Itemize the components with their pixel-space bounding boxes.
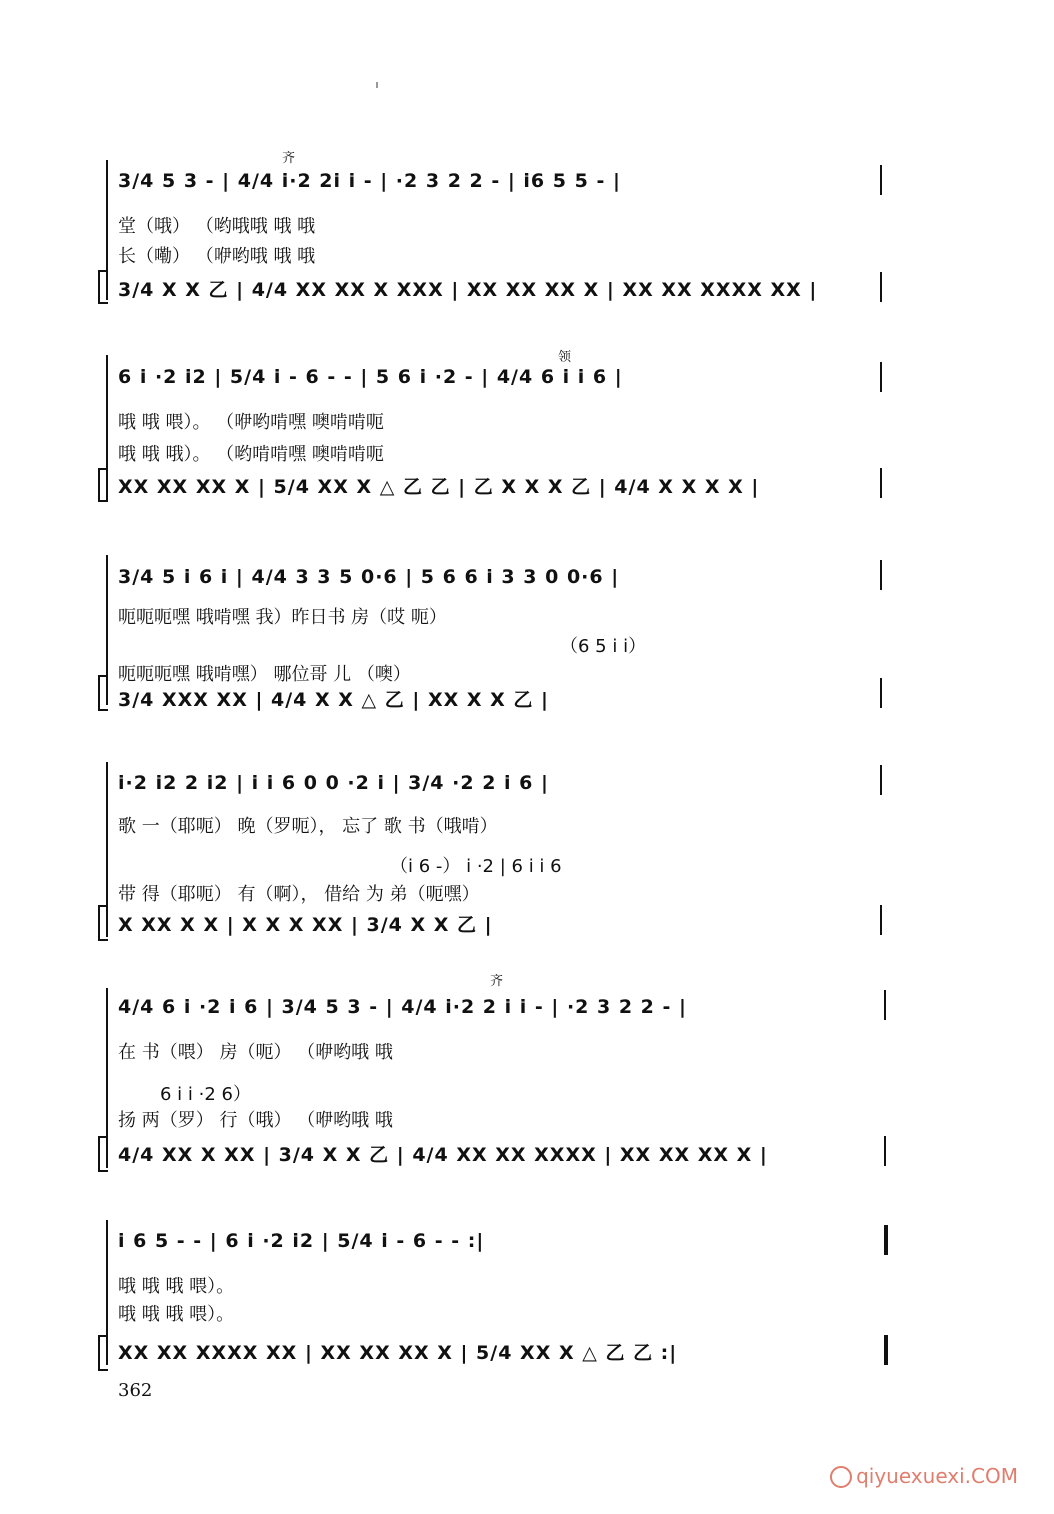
system-4-melody: i·2 i2 2 i2 | i i 6 0 0 ·2 i | 3/4 ·2 2 i 6 | <box>118 772 549 794</box>
system-3-lyric-1: 呃呃呃嘿 哦啃嘿 我）昨日书 房（哎 呃） <box>118 607 447 628</box>
system-1-bracket <box>98 270 108 304</box>
page-tick <box>376 82 378 88</box>
system-6-drum: XX XX XXXX XX | XX XX XX X | 5/4 XX X △ 乙 乙 :| <box>118 1342 678 1364</box>
system-5-drum: 4/4 XX X XX | 3/4 X X 乙 | 4/4 XX XX XXXX | XX XX XX X | <box>118 1144 768 1166</box>
system-3-melody: 3/4 5 i 6 i | 4/4 3 3 5 0·6 | 5 6 6 i 3 3 0 0·6 | <box>118 566 620 588</box>
system-6-lyric-2: 哦 哦 哦 喂）。 <box>118 1304 235 1325</box>
system-2-mark: 领 <box>558 350 572 365</box>
system-1-melody: 3/4 5 3 - | 4/4 i·2 2i i - | ·2 3 2 2 - | i6 5 5 - | <box>118 170 621 192</box>
system-2-drum: XX XX XX X | 5/4 XX X △ 乙 乙 | 乙 X X X 乙 | 4/4 X X X X | <box>118 476 760 498</box>
system-3-drum: 3/4 XXX XX | 4/4 X X △ 乙 | XX X X 乙 | <box>118 689 549 711</box>
system-3-lyric-mid: （6 5 i i） <box>560 636 647 657</box>
system-1-drum: 3/4 X X 乙 | 4/4 XX XX X XXX | XX XX XX X | XX XX XXXX XX | <box>118 279 818 301</box>
system-3-bracket <box>98 675 108 711</box>
system-2-lyric-2: 哦 哦 哦）。 （哟啃啃嘿 噢啃啃呃 <box>118 444 384 465</box>
system-2-lyric-1: 哦 哦 喂）。 （咿哟啃嘿 噢啃啃呃 <box>118 412 384 433</box>
system-5-melody: 4/4 6 i ·2 i 6 | 3/4 5 3 - | 4/4 i·2 2 i i - | ·2 3 2 2 - | <box>118 996 687 1018</box>
watermark-text: qiyuexuexi.COM <box>856 1463 1018 1488</box>
system-2-melody: 6 i ·2 i2 | 5/4 i - 6 - - | 5 6 i ·2 - | 4/4 6 i i 6 | <box>118 366 623 388</box>
system-5-lyric-1: 在 书（喂） 房（呃） （咿哟哦 哦 <box>118 1042 393 1063</box>
system-2-bracket <box>98 468 108 502</box>
watermark <box>830 1464 1018 1489</box>
system-1-mark: 齐 <box>282 151 296 166</box>
system-4-drum: X XX X X | X X X XX | 3/4 X X 乙 | <box>118 914 493 936</box>
system-6-lyric-1: 哦 哦 哦 喂）。 <box>118 1276 235 1297</box>
page-number: 362 <box>118 1380 153 1401</box>
system-1-lyric-1: 堂（哦） （哟哦哦 哦 哦 <box>118 216 316 237</box>
system-3-lyric-2: 呃呃呃嘿 哦啃嘿） 哪位哥 儿 （噢） <box>118 664 411 685</box>
system-5-lyric-2: 扬 两（罗） 行（哦） （咿哟哦 哦 <box>118 1110 393 1131</box>
system-6-bracket <box>98 1335 108 1371</box>
system-5-bracket <box>98 1136 108 1172</box>
system-5-mark: 齐 <box>490 974 504 989</box>
system-4-lyric-1: 歌 一（耶呃） 晚（罗呃）， 忘了 歌 书（哦啃） <box>118 816 498 837</box>
system-5-lyric-mid: 6 i i ·2 6） <box>160 1084 251 1105</box>
system-4-bracket <box>98 905 108 941</box>
system-4-lyric-mid: （i 6 -） i ·2 | 6 i i 6 <box>390 856 562 877</box>
system-1-lyric-2: 长（嘞） （咿哟哦 哦 哦 <box>118 246 316 267</box>
watermark-logo-icon <box>830 1466 852 1488</box>
system-4-lyric-2: 带 得（耶呃） 有（啊）， 借给 为 弟（呃嘿） <box>118 884 480 905</box>
system-6-melody: i 6 5 - - | 6 i ·2 i2 | 5/4 i - 6 - - :| <box>118 1230 485 1252</box>
